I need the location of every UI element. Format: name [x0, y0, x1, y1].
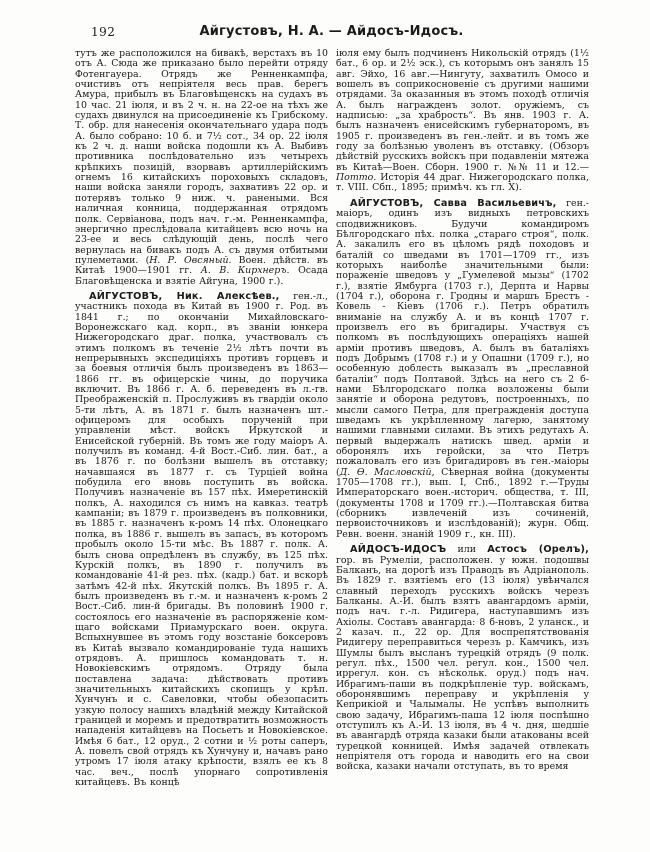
continuation-paragraph-nikolay	[336, 49, 589, 194]
text-segment: ген.-маіоръ, одинъ изъ видныхъ петровскихъ сподвижниковъ. Будучи командиромъ Бѣлгородскаго пѣх. полка „стараго строя“, полк. А. закалилъ его въ цѣломъ рядѣ походовъ и баталій со шведами въ 1701—1709 гг., изъ которыхъ наиболѣе значительными были: пораженіе шведовъ у „Гумелевой мызы“ (1702 г.), взятіе Ямбурга (1703 г.), Дерпта и Нарвы (1704 г.), оборона г. Гродны и маршъ Брестъ - Ковель - Кіевъ (1706 г.). Петръ обратилъ вниманіе на службу А. и въ концѣ 1707 г. произвелъ его въ бригадиры. Участвуя съ полкомъ въ послѣдующихъ операціяхъ нашей арміи противъ шведовъ, А. былъ въ баталіяхъ подъ Добрымъ (1708 г.) и у Опашни (1709 г.), но особенную доблесть выказалъ въ „преславной баталіи“ подъ Полтавой. Здѣсь на него съ 2 б-нами Бѣлгородскаго полка возложены были занятіе и оборона редутовъ, построенныхъ, по мысли самого Петра, для прегражденія доступа шведамъ къ укрѣпленному лагерю, занятому нашими главными силами. Въ этихъ редутахъ А. первый выдержалъ натискъ швед. арміи и оборонялъ ихъ геройски, за что Петръ пожаловалъ его изъ бригадировъ въ ген.-маіоры (	[336, 197, 589, 478]
text-segment: , Сѣверная война (документы 1705—1708 гг.), вып. I, Спб., 1892 г.—Труды Императорскаго воен.-историч. общества, т. III, (документы 1708 и 1709 гг.).—Полтавская битва (сборникъ извлеченій изъ сочиненій, первоисточниковъ и изслѣдованій); журн. Общ. Ревн. военн. знаній 1909 г., кн. III).	[336, 466, 590, 540]
text-segment: Воен. дѣйств. въ Китаѣ 1900—1901 гг.	[75, 254, 328, 277]
text-segment: гор. въ Румеліи, расположен. у южн. подошвы Балканъ, на дорогѣ изъ Праводъ въ Адріанополь. Въ 1829 г. взятіемъ его (13 іюля) увѣнчался славный переходъ русскихъ войскъ черезъ Балканы. А.-И. былъ взятъ авангардомъ арміи, подъ нач. г.-л. Ридигера, наступавшимъ изъ Ахіолы. Составъ авангарда: 8 б-новъ, 2 уланск., и 2 казач. п., 22 ор. Для воспрепятствованія Ридигеру переправиться черезъ р. Камчикъ, изъ Шумлы былъ высланъ турецкій отрядъ (9 полк. регул. пѣх., 1500 чел. регул. кон., 1500 чел. иррегул. кон. съ нѣскольк. оруд.) подъ нач. Ибрагимъ-паши въ подкрѣпленіе тур. войскамъ, оборонявшимъ переправу и укрѣпленія у Кеприкіой и Чалымалы. Не успѣвъ выполнить свою задачу, Ибрагимъ-паша 12 іюля поспѣшно отступилъ къ А.-И. 13 іюля, въ 4 ч. дня, шедшіе въ авангардѣ отряда казаки были атакованы всей турецкой конницей. Имѣя задачей отвлекать непріятеля отъ города и наводить его на свои войска, казаки начали отступать, въ то время	[336, 554, 589, 773]
entry-aygustov-savva	[336, 199, 589, 540]
continuation-paragraph-aygun	[75, 49, 328, 287]
text-segment: тутъ же расположился на бивакѣ, верстахъ въ 10 отъ А. Сюда же приказано было перейти отряду Фотенгауера. Отрядъ же Ренненкампфа, очистивъ отъ непріятеля весь прав. берегъ Амура, прибылъ въ Благовѣщенскъ на судахъ въ 10 час. 21 іюля, и въ 2 ч. н. на 22-ое на тѣхъ же судахъ двинулся на присоединеніе къ Грибскому. Т. обр. для нанесенія окончательнаго удара подъ А. было собрано: 10 б. и 7½ сот., 34 ор. 22 іюля къ 2 ч. д. наши войска подошли къ А. Выбивъ противника послѣдовательно изъ четырехъ крѣпкихъ позицій, взорвавъ артиллерійскимъ огнемъ 16 китайскихъ пороховыхъ складовъ, наши войска заняли городъ, захвативъ 22 ор. и потерявъ только 9 ниж. ч. ранеными. Вся наличная конница, поддержанная отрядомъ полк. Сервіанова, подъ нач. г.-м. Ренненкампфа, энергично преслѣдовала китайцевъ всю ночь на 23-ее и весь слѣдующій день, послѣ чего вернулась на бивакъ подъ А. съ двумя отбитыми пулеметами. (	[75, 48, 328, 266]
text-segment: Исторія 44 драг. Нижегородскаго полка, т. VIII. Сбп., 1895; примѣч. къ гл. X).	[336, 172, 589, 194]
left-column	[75, 49, 328, 788]
text-segment: Потто.	[336, 172, 377, 184]
entry-aydos-idos	[336, 545, 589, 773]
entry-headword: АЙГУСТОВЪ, Ник. Алексѣев.,	[89, 290, 280, 302]
page-number: 192	[91, 25, 116, 39]
page-header	[75, 24, 588, 42]
text-segment: А. В. Кирхнеръ.	[200, 265, 290, 277]
entry-aygustov-nikolay	[75, 292, 328, 789]
text-segment: Д. Ѳ. Масловскій	[339, 466, 432, 478]
right-column	[336, 49, 589, 788]
text-segment: іюля ему былъ подчиненъ Никольскій отрядъ (1½ бат., 6 ор. и 2½ эск.), съ которымъ онъ занялъ 15 авг. Эйхо, 16 авг.—Нингуту, захватилъ Омосо и вошелъ въ соприкосновеніе съ другими нашими отрядами. За оказанныя въ этомъ походѣ отличія А. былъ награжденъ золот. оружіемъ, съ надписью: „за храбрость“. Въ янв. 1903 г. А. былъ назначенъ енисейскимъ губернаторомъ, въ 1905 г. произведенъ въ ген.-лейт. и въ томъ же году за болѣзнью уволенъ въ отставку. (Обзоръ дѣйствій русскихъ войскъ при подавленіи мятежа въ Китаѣ—Воен. Сборн. 1900 г. №№ 11 и 12.—	[336, 48, 589, 173]
text-segment: ген.-л., участникъ похода въ Китай въ 1900 г. Род. въ 1841 г.; по окончаніи Михайловскаго-Воронежскаго кад. корп., въ званіи юнкера Нижегородскаго драг. полка, участвовалъ съ этимъ полкомъ въ теченіе 2½ лѣтъ почти въ непрерывныхъ экспедиціяхъ противъ горцевъ и за боевыя отличія былъ произведенъ въ 1863—1866 гг. въ офицерскіе чины, до поручика включит. Въ 1866 г. А. б. переведенъ въ л.-гв. Преображенскій п. Прослуживъ въ гвардіи около 5-ти лѣтъ, А. въ 1871 г. былъ назначенъ шт.-офицеромъ для особыхъ порученій при управленіи мѣст. войскъ Иркутской и Енисейской губерній. Въ томъ же году маіоръ А. получилъ въ команд. 4-й Вост.-Сиб. лин. бат., а въ 1876 г. по болѣзни вышелъ въ отставку; начавшаяся въ 1877 г. съ Турціей война побудила его вновь поступить въ войска. Получивъ назначеніе въ 157 пѣх. Имеретинскій полкъ, А. находился съ нимъ на кавказ. театрѣ кампаніи; въ 1879 г. произведенъ въ полковники, въ 1885 г. назначенъ к-ромъ 14 пѣх. Олонецкаго полка, въ 1886 г. вышелъ въ запасъ, въ которомъ пробылъ около 15-ти мѣс. Въ 1887 г. полк. А. былъ снова опредѣленъ въ службу, въ 125 пѣх. Курскій полкъ, въ 1890 г. получилъ въ командованіе 41-й рез. пѣх. (кадр.) бат. и вскорѣ затѣмъ 42-й пѣх. Якутскій полкъ. Въ 1895 г. А. былъ произведенъ въ г.-м. и назначенъ к-ромъ 2 Вост.-Сиб. лин-й бригады. Въ половинѣ 1900 г. состоялось его назначеніе въ распоряженіе ком-щаго войсками Приамурскаго воен. округа. Вспыхнувшее въ этомъ году возстаніе боксеровъ въ Китаѣ вызвало командированіе туда нашихъ отрядовъ. А. пришлось командовать т. н. Новокіевскимъ отрядомъ. Отряду была поставлена задача: дѣйствовать противъ значительныхъ китайскихъ скопищъ у крѣп. Хунчунъ и с. Савеловки, чтобы обезопасить узкую полосу нашихъ владѣній между Китайской границей и моремъ и предотвратить возможность нападенія китайцевъ на Посьетъ и Новокіевское. Имѣя 6 бат., 12 оруд., 2 сотни и ½ роты саперъ, А. повелъ свой отрядъ къ Хунчуну и, начавъ рано утромъ 17 іюля атаку крѣпости, взялъ ее къ 8 час. веч., послѣ упорнаго сопротивленія китайцевъ. Въ концѣ	[75, 290, 328, 789]
text-columns	[75, 49, 588, 788]
text-segment: Осада Благовѣщенска и взятіе Айгуна, 1900 г.).	[75, 265, 328, 287]
text-segment: или	[446, 544, 488, 556]
entry-headword: АЙГУСТОВЪ, Савва Васильевичъ,	[350, 197, 557, 209]
entry-headword: АЙДОСЪ-ИДОСЪ	[350, 544, 447, 556]
text-segment: Н. Р. Овсяный.	[149, 254, 232, 266]
running-title: Айгустовъ, Н. А. — Айдосъ-Идосъ.	[199, 24, 464, 39]
entry-headword: Астосъ (Орелъ),	[487, 544, 589, 556]
